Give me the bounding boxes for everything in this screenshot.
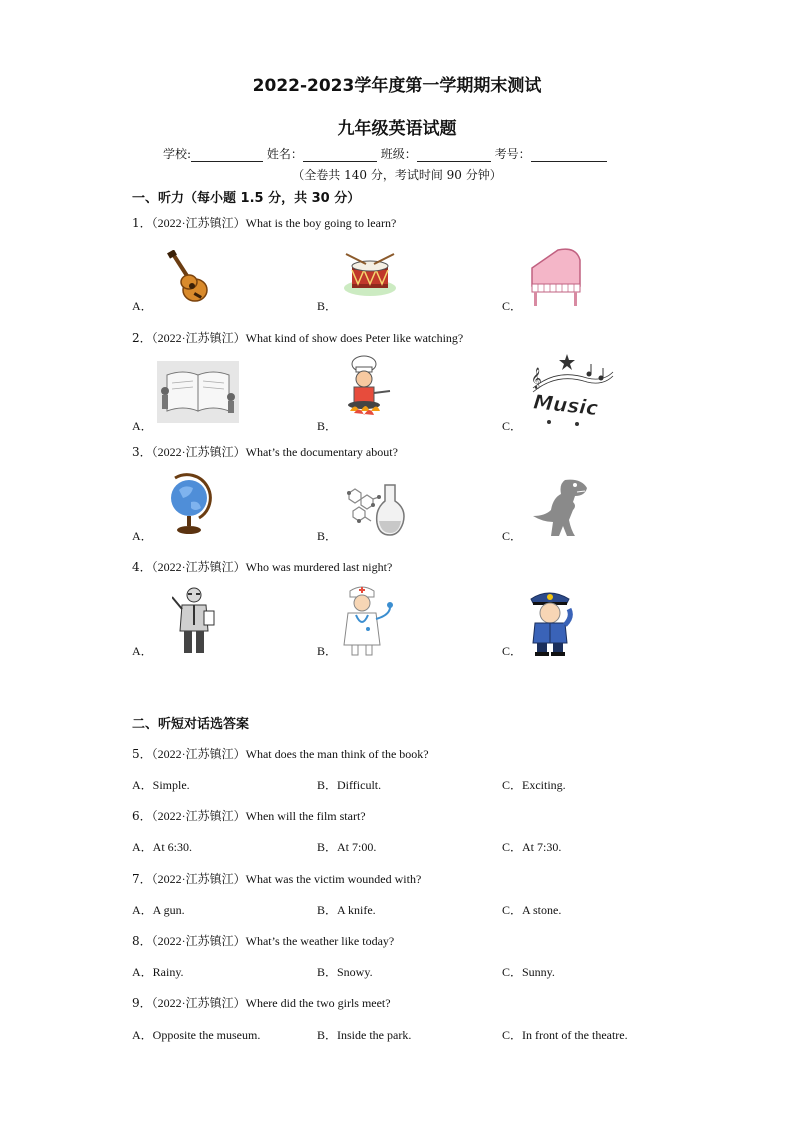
question-text: When will the film start? (245, 809, 366, 823)
option-b[interactable]: B．A knife. (317, 903, 376, 917)
question-7 (132, 870, 421, 887)
question-number: 6． (132, 809, 152, 823)
name-blank[interactable] (303, 148, 377, 162)
question-text: What’s the weather like today? (245, 934, 395, 948)
question-number: 1． (132, 216, 152, 230)
question-source: （2022·江苏镇江） (151, 560, 246, 574)
name-label: 姓名： (266, 147, 303, 161)
question-4 (132, 558, 392, 575)
exam-note: （全卷共 140 分，考试时间 90 分钟） (292, 168, 502, 182)
option-a[interactable]: A．Simple. (132, 778, 190, 792)
question-number: 8． (132, 934, 152, 948)
option-a[interactable]: A．Opposite the museum. (132, 1028, 261, 1042)
option-b[interactable]: B．Inside the park. (317, 1028, 412, 1042)
piano-icon (528, 246, 584, 308)
question-source: （2022·江苏镇江） (151, 809, 246, 823)
question-number: 7． (132, 872, 152, 886)
question-3 (132, 443, 398, 460)
class-blank[interactable] (417, 148, 491, 162)
option-c[interactable]: C．Sunny. (502, 965, 555, 979)
question-text: What’s the documentary about? (245, 445, 398, 459)
question-source: （2022·江苏镇江） (151, 445, 246, 459)
nurse-icon (340, 585, 396, 657)
svg-text:𝄞: 𝄞 (531, 368, 542, 389)
option-c[interactable]: C． (502, 419, 523, 433)
class-label: 班级： (380, 147, 417, 161)
question-source: （2022·江苏镇江） (151, 747, 246, 761)
music-word: Music (532, 389, 600, 421)
question-number: 2． (132, 331, 152, 345)
question-source: （2022·江苏镇江） (151, 996, 246, 1010)
option-b[interactable]: B．Difficult. (317, 778, 382, 792)
question-6 (132, 807, 366, 824)
option-b[interactable]: B． (317, 529, 338, 543)
question-source: （2022·江苏镇江） (151, 872, 246, 886)
question-2 (132, 329, 463, 346)
option-b[interactable]: B．Snowy. (317, 965, 373, 979)
student-info-line (163, 145, 607, 162)
question-text: What does the man think of the book? (245, 747, 429, 761)
option-c[interactable]: C． (502, 644, 523, 658)
option-a[interactable]: A． (132, 299, 153, 313)
school-label: 学校: (163, 147, 192, 161)
music-icon (527, 352, 617, 428)
option-c[interactable]: C． (502, 299, 523, 313)
option-a[interactable]: A．At 6:30. (132, 840, 193, 854)
option-c[interactable]: C．Exciting. (502, 778, 566, 792)
part1-heading: 一、听力（每小题 1.5 分，共 30 分） (132, 191, 361, 206)
book-icon (157, 361, 239, 423)
option-b[interactable]: B． (317, 299, 338, 313)
question-text: What was the victim wounded with? (245, 872, 422, 886)
question-source: （2022·江苏镇江） (151, 216, 246, 230)
question-number: 9． (132, 996, 152, 1010)
question-number: 3． (132, 445, 152, 459)
question-text: Where did the two girls meet? (245, 996, 391, 1010)
option-a[interactable]: A． (132, 529, 153, 543)
option-a[interactable]: A． (132, 644, 153, 658)
option-c[interactable]: C． (502, 529, 523, 543)
option-a[interactable]: A．Rainy. (132, 965, 184, 979)
teacher-icon (172, 585, 218, 657)
option-a[interactable]: A． (132, 419, 153, 433)
option-b[interactable]: B． (317, 644, 338, 658)
question-5 (132, 745, 429, 762)
option-b[interactable]: B． (317, 419, 338, 433)
exam-title: 2022-2023学年度第一学期期末测试 (252, 76, 542, 96)
option-c[interactable]: C．In front of the theatre. (502, 1028, 628, 1042)
question-text: What is the boy going to learn? (245, 216, 397, 230)
question-number: 5． (132, 747, 152, 761)
dinosaur-icon (529, 476, 591, 540)
policeman-icon (525, 587, 575, 657)
exam-number-label: 考号： (494, 147, 531, 161)
option-c[interactable]: C．At 7:30. (502, 840, 562, 854)
globe-icon (165, 472, 215, 536)
chemistry-flask-icon (343, 477, 409, 539)
question-8 (132, 932, 394, 949)
chef-icon (340, 355, 394, 421)
drum-icon (342, 252, 398, 298)
question-source: （2022·江苏镇江） (151, 934, 246, 948)
exam-number-blank[interactable] (531, 148, 607, 162)
option-a[interactable]: A．A gun. (132, 903, 185, 917)
question-9 (132, 994, 391, 1011)
option-b[interactable]: B．At 7:00. (317, 840, 377, 854)
question-number: 4． (132, 560, 152, 574)
question-source: （2022·江苏镇江） (151, 331, 246, 345)
part2-heading: 二、听短对话选答案 (132, 717, 250, 732)
school-blank[interactable] (191, 148, 263, 162)
exam-subtitle: 九年级英语试题 (337, 119, 457, 139)
guitar-icon (165, 250, 213, 308)
question-text: What kind of show does Peter like watching? (245, 331, 464, 345)
question-text: Who was murdered last night? (245, 560, 393, 574)
option-c[interactable]: C．A stone. (502, 903, 562, 917)
question-1 (132, 214, 396, 231)
